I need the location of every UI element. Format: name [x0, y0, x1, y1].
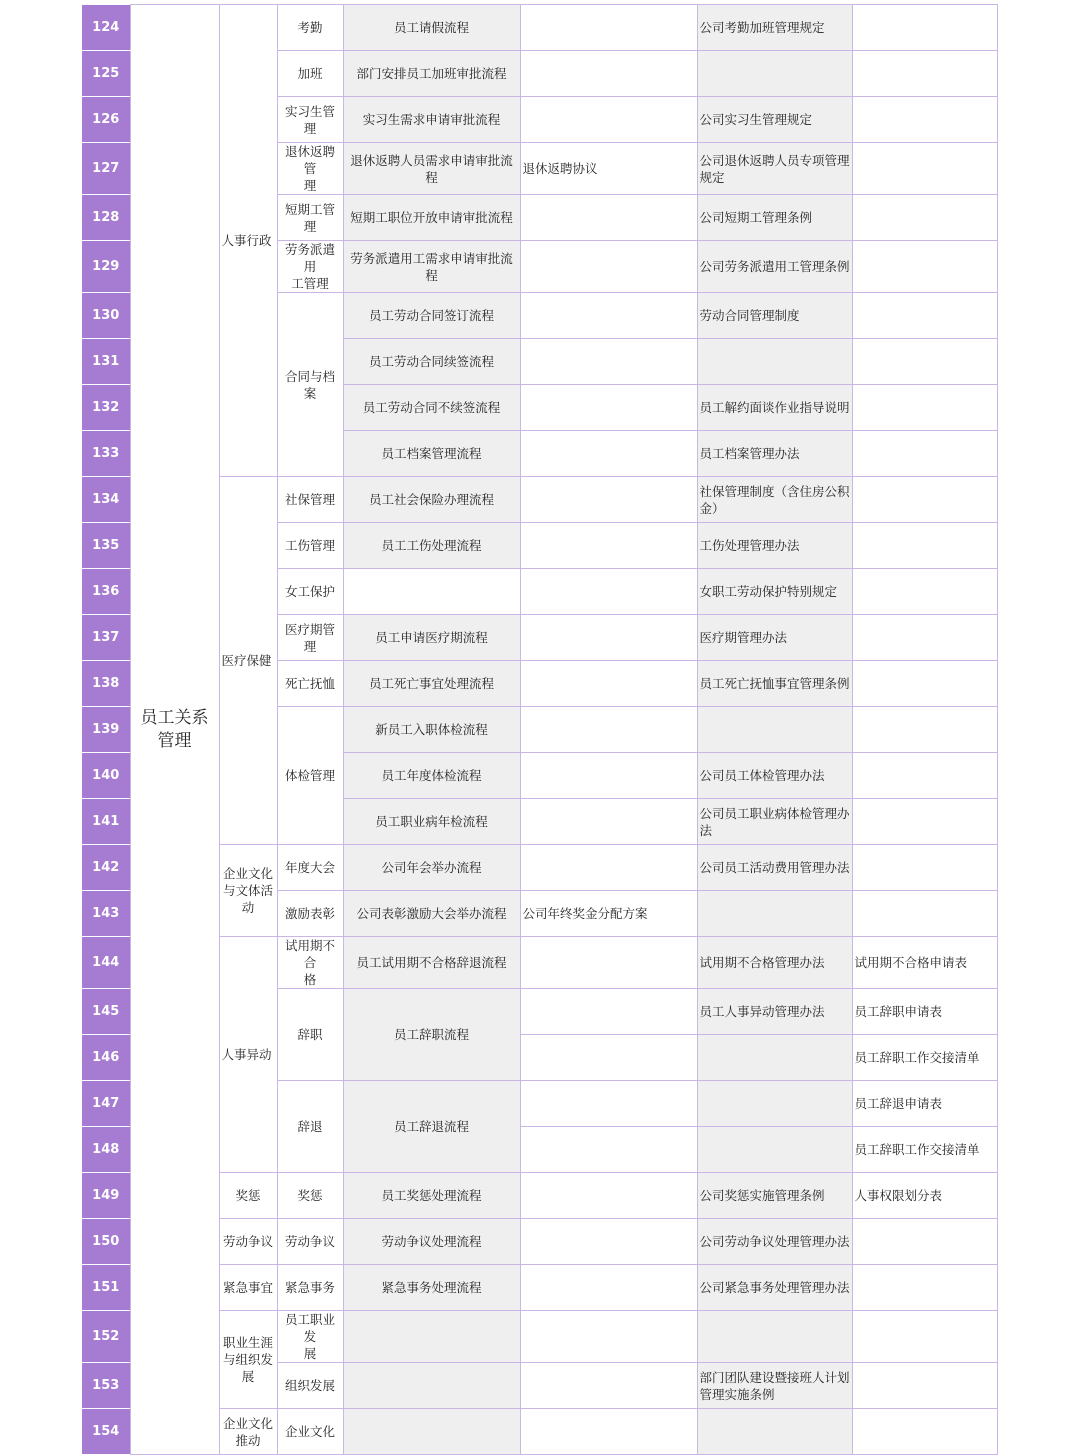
table-cell	[852, 845, 997, 891]
row-number: 128	[82, 195, 130, 241]
regulation-cell: 工伤处理管理办法	[697, 523, 852, 569]
subcategory-culture-events: 企业文化 与文体活 动	[219, 845, 277, 937]
regulation-cell: 公司员工职业病体检管理办 法	[697, 799, 852, 845]
process-cell: 员工死亡事宜处理流程	[343, 661, 520, 707]
regulation-cell: 公司实习生管理规定	[697, 97, 852, 143]
row-number: 124	[82, 5, 130, 51]
form-cell	[520, 97, 697, 143]
row-number: 130	[82, 293, 130, 339]
subcategory-emergency: 紧急事宜	[219, 1265, 277, 1311]
regulation-cell: 女职工劳动保护特别规定	[697, 569, 852, 615]
table-row	[82, 937, 997, 989]
regulation-cell: 公司紧急事务处理管理办法	[697, 1265, 852, 1311]
process-cell: 劳动争议处理流程	[343, 1219, 520, 1265]
form-cell	[520, 1311, 697, 1363]
table-row	[82, 1219, 997, 1265]
regulation-cell: 医疗期管理办法	[697, 615, 852, 661]
form-cell	[520, 845, 697, 891]
table-cell: 员工辞职工作交接清单	[852, 1127, 997, 1173]
row-number: 143	[82, 891, 130, 937]
item-cell: 退休返聘管 理	[277, 143, 343, 195]
process-cell: 劳务派遣用工需求申请审批流程	[343, 241, 520, 293]
row-number: 127	[82, 143, 130, 195]
item-cell: 医疗期管理	[277, 615, 343, 661]
form-cell	[520, 753, 697, 799]
process-cell: 公司表彰激励大会举办流程	[343, 891, 520, 937]
item-cell: 体检管理	[277, 707, 343, 845]
table-row	[82, 1409, 997, 1455]
table-cell	[852, 1363, 997, 1409]
regulation-cell	[697, 339, 852, 385]
form-cell	[520, 707, 697, 753]
item-cell: 短期工管理	[277, 195, 343, 241]
subcategory-career: 职业生涯 与组织发 展	[219, 1311, 277, 1409]
regulation-cell: 公司退休返聘人员专项管理 规定	[697, 143, 852, 195]
form-cell	[520, 477, 697, 523]
process-cell: 员工社会保险办理流程	[343, 477, 520, 523]
form-cell	[520, 615, 697, 661]
item-cell: 紧急事务	[277, 1265, 343, 1311]
process-cell: 员工年度体检流程	[343, 753, 520, 799]
process-cell: 退休返聘人员需求申请审批流程	[343, 143, 520, 195]
item-cell: 劳动争议	[277, 1219, 343, 1265]
regulation-cell: 公司奖惩实施管理条例	[697, 1173, 852, 1219]
process-cell: 员工职业病年检流程	[343, 799, 520, 845]
table-cell	[852, 5, 997, 51]
row-number: 132	[82, 385, 130, 431]
table-cell	[852, 707, 997, 753]
process-cell: 员工请假流程	[343, 5, 520, 51]
table-cell	[852, 661, 997, 707]
row-number: 129	[82, 241, 130, 293]
process-cell: 公司年会举办流程	[343, 845, 520, 891]
form-cell	[520, 385, 697, 431]
table-row	[82, 1311, 997, 1363]
item-cell: 加班	[277, 51, 343, 97]
row-number: 134	[82, 477, 130, 523]
form-cell	[520, 51, 697, 97]
form-cell	[520, 1363, 697, 1409]
subcategory-rewards: 奖惩	[219, 1173, 277, 1219]
table-cell	[852, 385, 997, 431]
regulation-cell: 员工档案管理办法	[697, 431, 852, 477]
item-cell: 合同与档案	[277, 293, 343, 477]
regulation-cell	[697, 1035, 852, 1081]
form-cell	[520, 241, 697, 293]
regulation-cell: 部门团队建设暨接班人计划 管理实施条例	[697, 1363, 852, 1409]
category-employee-relations: 员工关系 管理	[130, 5, 219, 1455]
process-cell: 员工劳动合同签订流程	[343, 293, 520, 339]
table-row	[82, 845, 997, 891]
item-cell: 死亡抚恤	[277, 661, 343, 707]
item-cell: 年度大会	[277, 845, 343, 891]
row-number: 147	[82, 1081, 130, 1127]
regulation-cell: 公司员工体检管理办法	[697, 753, 852, 799]
regulation-cell	[697, 1311, 852, 1363]
form-cell	[520, 5, 697, 51]
regulation-cell: 劳动合同管理制度	[697, 293, 852, 339]
row-number: 136	[82, 569, 130, 615]
regulation-cell	[697, 1127, 852, 1173]
regulation-cell	[697, 1409, 852, 1455]
form-cell	[520, 293, 697, 339]
regulation-cell: 员工人事异动管理办法	[697, 989, 852, 1035]
row-number: 131	[82, 339, 130, 385]
row-number: 138	[82, 661, 130, 707]
form-cell	[520, 339, 697, 385]
table-cell: 试用期不合格申请表	[852, 937, 997, 989]
item-cell: 组织发展	[277, 1363, 343, 1409]
form-cell	[520, 523, 697, 569]
table-cell	[852, 1409, 997, 1455]
row-number: 126	[82, 97, 130, 143]
form-cell	[520, 431, 697, 477]
subcategory-personnel-change: 人事异动	[219, 937, 277, 1173]
form-cell	[520, 1035, 697, 1081]
table-cell	[852, 143, 997, 195]
table-row	[82, 1265, 997, 1311]
process-cell: 员工奖惩处理流程	[343, 1173, 520, 1219]
regulation-cell	[697, 707, 852, 753]
row-number: 152	[82, 1311, 130, 1363]
item-cell: 激励表彰	[277, 891, 343, 937]
row-number: 148	[82, 1127, 130, 1173]
table-cell	[852, 97, 997, 143]
process-cell	[343, 1409, 520, 1455]
regulation-cell	[697, 1081, 852, 1127]
table-cell	[852, 293, 997, 339]
item-cell: 劳务派遣用 工管理	[277, 241, 343, 293]
subcategory-hr-admin: 人事行政	[219, 5, 277, 477]
form-cell	[520, 1127, 697, 1173]
form-cell: 退休返聘协议	[520, 143, 697, 195]
regulation-cell: 公司劳务派遣用工管理条例	[697, 241, 852, 293]
form-cell	[520, 1409, 697, 1455]
process-cell: 紧急事务处理流程	[343, 1265, 520, 1311]
process-cell: 员工辞职流程	[343, 989, 520, 1081]
form-cell	[520, 1219, 697, 1265]
item-cell: 辞职	[277, 989, 343, 1081]
row-number: 154	[82, 1409, 130, 1455]
item-cell: 试用期不合 格	[277, 937, 343, 989]
table-cell: 员工辞退申请表	[852, 1081, 997, 1127]
subcategory-labor-dispute: 劳动争议	[219, 1219, 277, 1265]
row-number: 140	[82, 753, 130, 799]
form-cell	[520, 1173, 697, 1219]
regulation-cell: 试用期不合格管理办法	[697, 937, 852, 989]
regulation-cell: 员工死亡抚恤事宜管理条例	[697, 661, 852, 707]
process-cell: 员工劳动合同续签流程	[343, 339, 520, 385]
form-cell	[520, 195, 697, 241]
process-cell: 员工档案管理流程	[343, 431, 520, 477]
table-cell	[852, 753, 997, 799]
table-cell	[852, 339, 997, 385]
regulation-cell: 社保管理制度（含住房公积 金）	[697, 477, 852, 523]
item-cell: 考勤	[277, 5, 343, 51]
item-cell: 辞退	[277, 1081, 343, 1173]
item-cell: 女工保护	[277, 569, 343, 615]
process-cell: 员工辞退流程	[343, 1081, 520, 1173]
process-cell: 员工劳动合同不续签流程	[343, 385, 520, 431]
table-cell	[852, 799, 997, 845]
form-cell	[520, 937, 697, 989]
row-number: 144	[82, 937, 130, 989]
regulation-cell: 公司员工活动费用管理办法	[697, 845, 852, 891]
item-cell: 社保管理	[277, 477, 343, 523]
regulation-cell: 员工解约面谈作业指导说明	[697, 385, 852, 431]
table-cell	[852, 195, 997, 241]
row-number: 137	[82, 615, 130, 661]
table-cell	[852, 477, 997, 523]
item-cell: 企业文化	[277, 1409, 343, 1455]
form-cell	[520, 1081, 697, 1127]
form-cell	[520, 569, 697, 615]
table-cell	[852, 1265, 997, 1311]
table-cell: 员工辞职申请表	[852, 989, 997, 1035]
row-number: 141	[82, 799, 130, 845]
table-cell	[852, 431, 997, 477]
row-number: 146	[82, 1035, 130, 1081]
process-cell: 员工工伤处理流程	[343, 523, 520, 569]
regulation-cell: 公司劳动争议处理管理办法	[697, 1219, 852, 1265]
process-cell: 部门安排员工加班审批流程	[343, 51, 520, 97]
table-cell	[852, 1219, 997, 1265]
form-cell	[520, 989, 697, 1035]
process-cell	[343, 1311, 520, 1363]
subcategory-culture-promo: 企业文化 推动	[219, 1409, 277, 1455]
row-number: 145	[82, 989, 130, 1035]
form-cell	[520, 661, 697, 707]
regulation-cell: 公司短期工管理条例	[697, 195, 852, 241]
item-cell: 工伤管理	[277, 523, 343, 569]
row-number: 135	[82, 523, 130, 569]
row-number: 133	[82, 431, 130, 477]
table-row	[82, 1173, 997, 1219]
row-number: 151	[82, 1265, 130, 1311]
form-cell: 公司年终奖金分配方案	[520, 891, 697, 937]
row-number: 142	[82, 845, 130, 891]
table-row	[82, 477, 997, 523]
process-cell: 实习生需求申请审批流程	[343, 97, 520, 143]
table-cell	[852, 1311, 997, 1363]
regulation-cell	[697, 891, 852, 937]
form-cell	[520, 1265, 697, 1311]
row-number: 125	[82, 51, 130, 97]
table-cell	[852, 241, 997, 293]
regulation-cell	[697, 51, 852, 97]
process-cell: 员工试用期不合格辞退流程	[343, 937, 520, 989]
hr-process-table	[82, 4, 998, 1455]
table-cell: 人事权限划分表	[852, 1173, 997, 1219]
subcategory-medical: 医疗保健	[219, 477, 277, 845]
process-cell	[343, 1363, 520, 1409]
table-cell	[852, 891, 997, 937]
table-cell	[852, 615, 997, 661]
row-number: 150	[82, 1219, 130, 1265]
table-cell	[852, 523, 997, 569]
row-number: 149	[82, 1173, 130, 1219]
row-number: 139	[82, 707, 130, 753]
process-cell	[343, 569, 520, 615]
process-cell: 员工申请医疗期流程	[343, 615, 520, 661]
table-cell	[852, 569, 997, 615]
process-cell: 短期工职位开放申请审批流程	[343, 195, 520, 241]
table-cell	[852, 51, 997, 97]
item-cell: 员工职业发 展	[277, 1311, 343, 1363]
table-cell: 员工辞职工作交接清单	[852, 1035, 997, 1081]
item-cell: 实习生管理	[277, 97, 343, 143]
form-cell	[520, 799, 697, 845]
table-row	[82, 5, 997, 51]
item-cell: 奖惩	[277, 1173, 343, 1219]
process-cell: 新员工入职体检流程	[343, 707, 520, 753]
regulation-cell: 公司考勤加班管理规定	[697, 5, 852, 51]
row-number: 153	[82, 1363, 130, 1409]
